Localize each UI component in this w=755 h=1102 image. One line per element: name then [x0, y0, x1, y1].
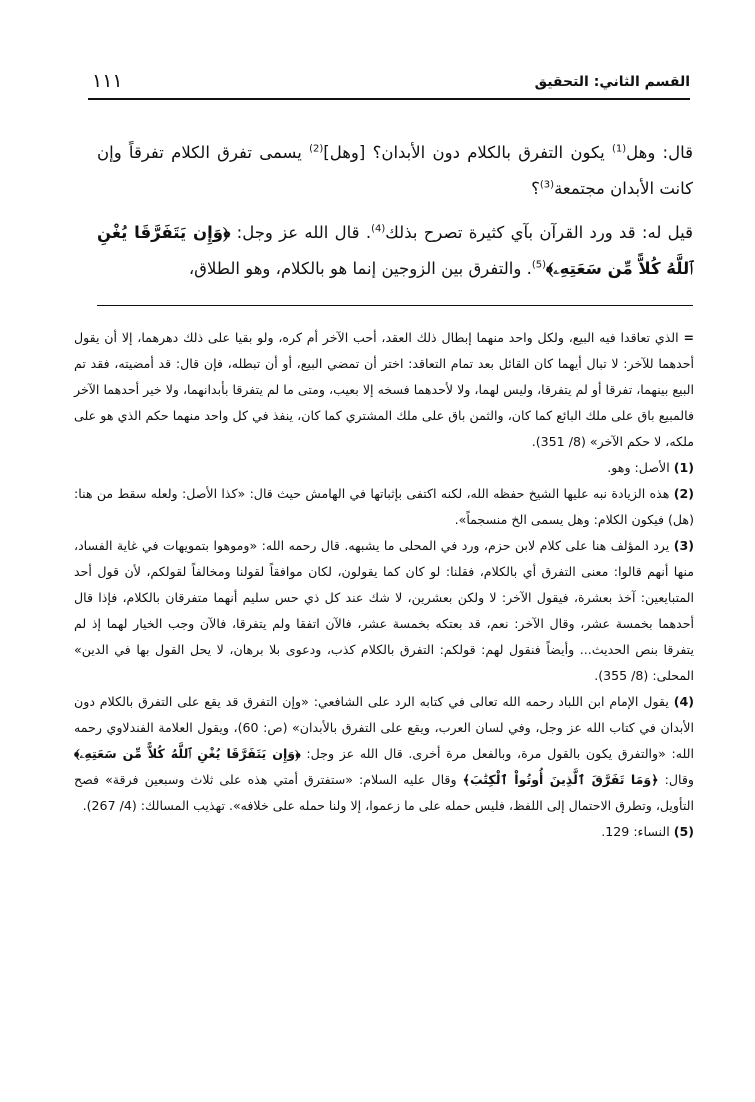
- footnote-text: وقال:: [658, 772, 694, 787]
- footnote-1: [74, 455, 694, 481]
- footnote-ref-3[interactable]: (3): [539, 179, 555, 191]
- text-segment: ؟: [531, 179, 540, 198]
- page-header: [88, 68, 690, 100]
- text-segment: قال: وهل: [626, 143, 693, 162]
- text-segment: قيل له: قد ورد القرآن بآي كثيرة تصرح بذلك: [385, 223, 694, 242]
- footnotes: [74, 325, 694, 845]
- footnote-number: (5): [673, 824, 694, 839]
- footnote-text: النساء: 129.: [601, 824, 674, 839]
- main-paragraph-answer: [97, 215, 693, 287]
- quran-verse: ﴿وَمَا تَفَرَّقَ ٱلَّذِينَ أُوتُواْ ٱلْكِتَٰبَ﴾: [462, 772, 659, 787]
- running-title: القسم الثاني: التحقيق: [534, 74, 690, 90]
- footnote-number: (4): [673, 694, 694, 709]
- text-segment: يكون التفرق بالكلام دون الأبدان؟ [وهل]: [323, 143, 612, 162]
- quran-verse: ﴿وَإِن يَتَفَرَّقَا يُغْنِ ٱللَّهُ كُلاًّ مِّن سَعَتِهِۦ﴾: [74, 746, 301, 761]
- footnote-ref-1[interactable]: (1): [611, 143, 627, 155]
- footnote-4: [74, 689, 694, 819]
- text-segment: . والتفرق بين الزوجين إنما هو بالكلام، وهو الطلاق،: [188, 259, 532, 278]
- footnote-number: (3): [673, 538, 694, 553]
- footnote-text: وقال عليه السلام: «ستفترق أمتي هذه على ثلاث وسبعين فرقة» فصح التأويل، وتطرق الاحتمال إلى اللفظ، فليس حمله على ما زعموا، إلا ولنا حمله على خلافه». تهذيب المسالك: (4/ 267).: [74, 772, 694, 813]
- footnote-text: يقول الإمام ابن اللباد رحمه الله تعالى في كتابه الرد على الشافعي: «وإن التفرق قد يقع على التفرق بالكلام دون الأبدان في كتاب الله عز وجل، وفي لسان العرب، ويقع على التفرق بالأبدان» (ص: 60)، ويقول العلامة الفندلاوي رحمه الله: «والتفرق يكون بالقول مرة، وبالفعل مرة أخرى. قال الله عز وجل:: [74, 694, 694, 761]
- footnote-ref-2[interactable]: (2): [309, 143, 324, 155]
- footnote-ref-4[interactable]: (4): [371, 223, 386, 235]
- continuation-mark: =: [683, 330, 694, 345]
- footnote-text: الذي تعاقدا فيه البيع، ولكل واحد منهما إبطال ذلك العقد، أحب الآخر أم كره، ولو بقيا على ذلك دهرهما، إلا أن يقول أحدهما للآخر: لا تبال أيهما كان القائل بعد تمام التعاقد: اختر أن تمضي البيع، أو أن تبطله، فإن قال: قد أمضيته، فقد تم البيع بينهما، تفرقا أو لم يتفرقا، وليس لهما، ولا لأحدهما فسخه إلا بعيب، ومتى ما لم يتفرقا بأبدانهما، ولا خير أحدهما الآخر فالمبيع باق على ملك البائع كما كان، والثمن باق على ملك المشتري كما كان، ينفذ في كل واحد منهما حكم الذي هو على ملكه، لا حكم الآخر» (8/ 351).: [74, 330, 694, 449]
- quran-verse: ﴿وَإِن يَتَفَرَّقَا يُغْنِ ٱللَّهُ كُلاًّ مِّن سَعَتِهِۦ﴾: [97, 223, 693, 278]
- footnote-3: [74, 533, 694, 689]
- footnote-separator: [97, 305, 693, 306]
- footnote-text: الأصل: وهو.: [607, 460, 674, 475]
- footnote-number: (1): [673, 460, 694, 475]
- footnote-ref-5[interactable]: (5): [531, 259, 546, 271]
- main-text: [97, 135, 693, 287]
- main-paragraph-question: [97, 135, 693, 207]
- text-segment: . قال الله عز وجل:: [230, 223, 372, 242]
- page-number: ١١١: [92, 70, 123, 92]
- text-segment: يسمى تفرق الكلام تفرقاً وإن كانت الأبدان مجتمعة: [97, 143, 693, 198]
- footnote-text: هذه الزيادة نبه عليها الشيخ حفظه الله، لكنه اكتفى بإثباتها في الهامش حيث قال: «كذا الأصل: ولعله سقط من هنا: (هل) فيكون الكلام: وهل يسمى الخ منسجماً».: [74, 486, 694, 527]
- footnote-5: [74, 819, 694, 845]
- footnote-continuation: [74, 325, 694, 455]
- footnote-number: (2): [673, 486, 694, 501]
- footnote-2: [74, 481, 694, 533]
- footnote-text: يرد المؤلف هنا على كلام لابن حزم، ورد في المحلى ما يشبهه. قال رحمه الله: «وموهوا بتمويهات في غاية الفساد، منها أنهم قالوا: معنى التفرق أي بالكلام، فقلنا: لو كان كما يقولون، لكان موافقاً لقولنا ومخالفاً لقولكم، لأن قول أحد المتبايعين: آخذ بعشرة، فيقول الآخر: لا ولكن بعشرين، لا شك عند كل ذي حس سليم أنهما متفرقان بالكلام، فإذا قال أحدهما بخمسة عشر، وقال الآخر: نعم، قد بعتكه بخمسة عشر، فالآن اتفقا ولم يتفرقا، فالآن وجب الخيار لهما إذ لم يتفرقا بنص الحديث... وأيضاً فنقول لهم: قولكم: التفرق بالكلام كذب، ودعوى بلا برهان، لا يحل القول بها في الدين» المحلى: (8/ 355).: [74, 538, 694, 683]
